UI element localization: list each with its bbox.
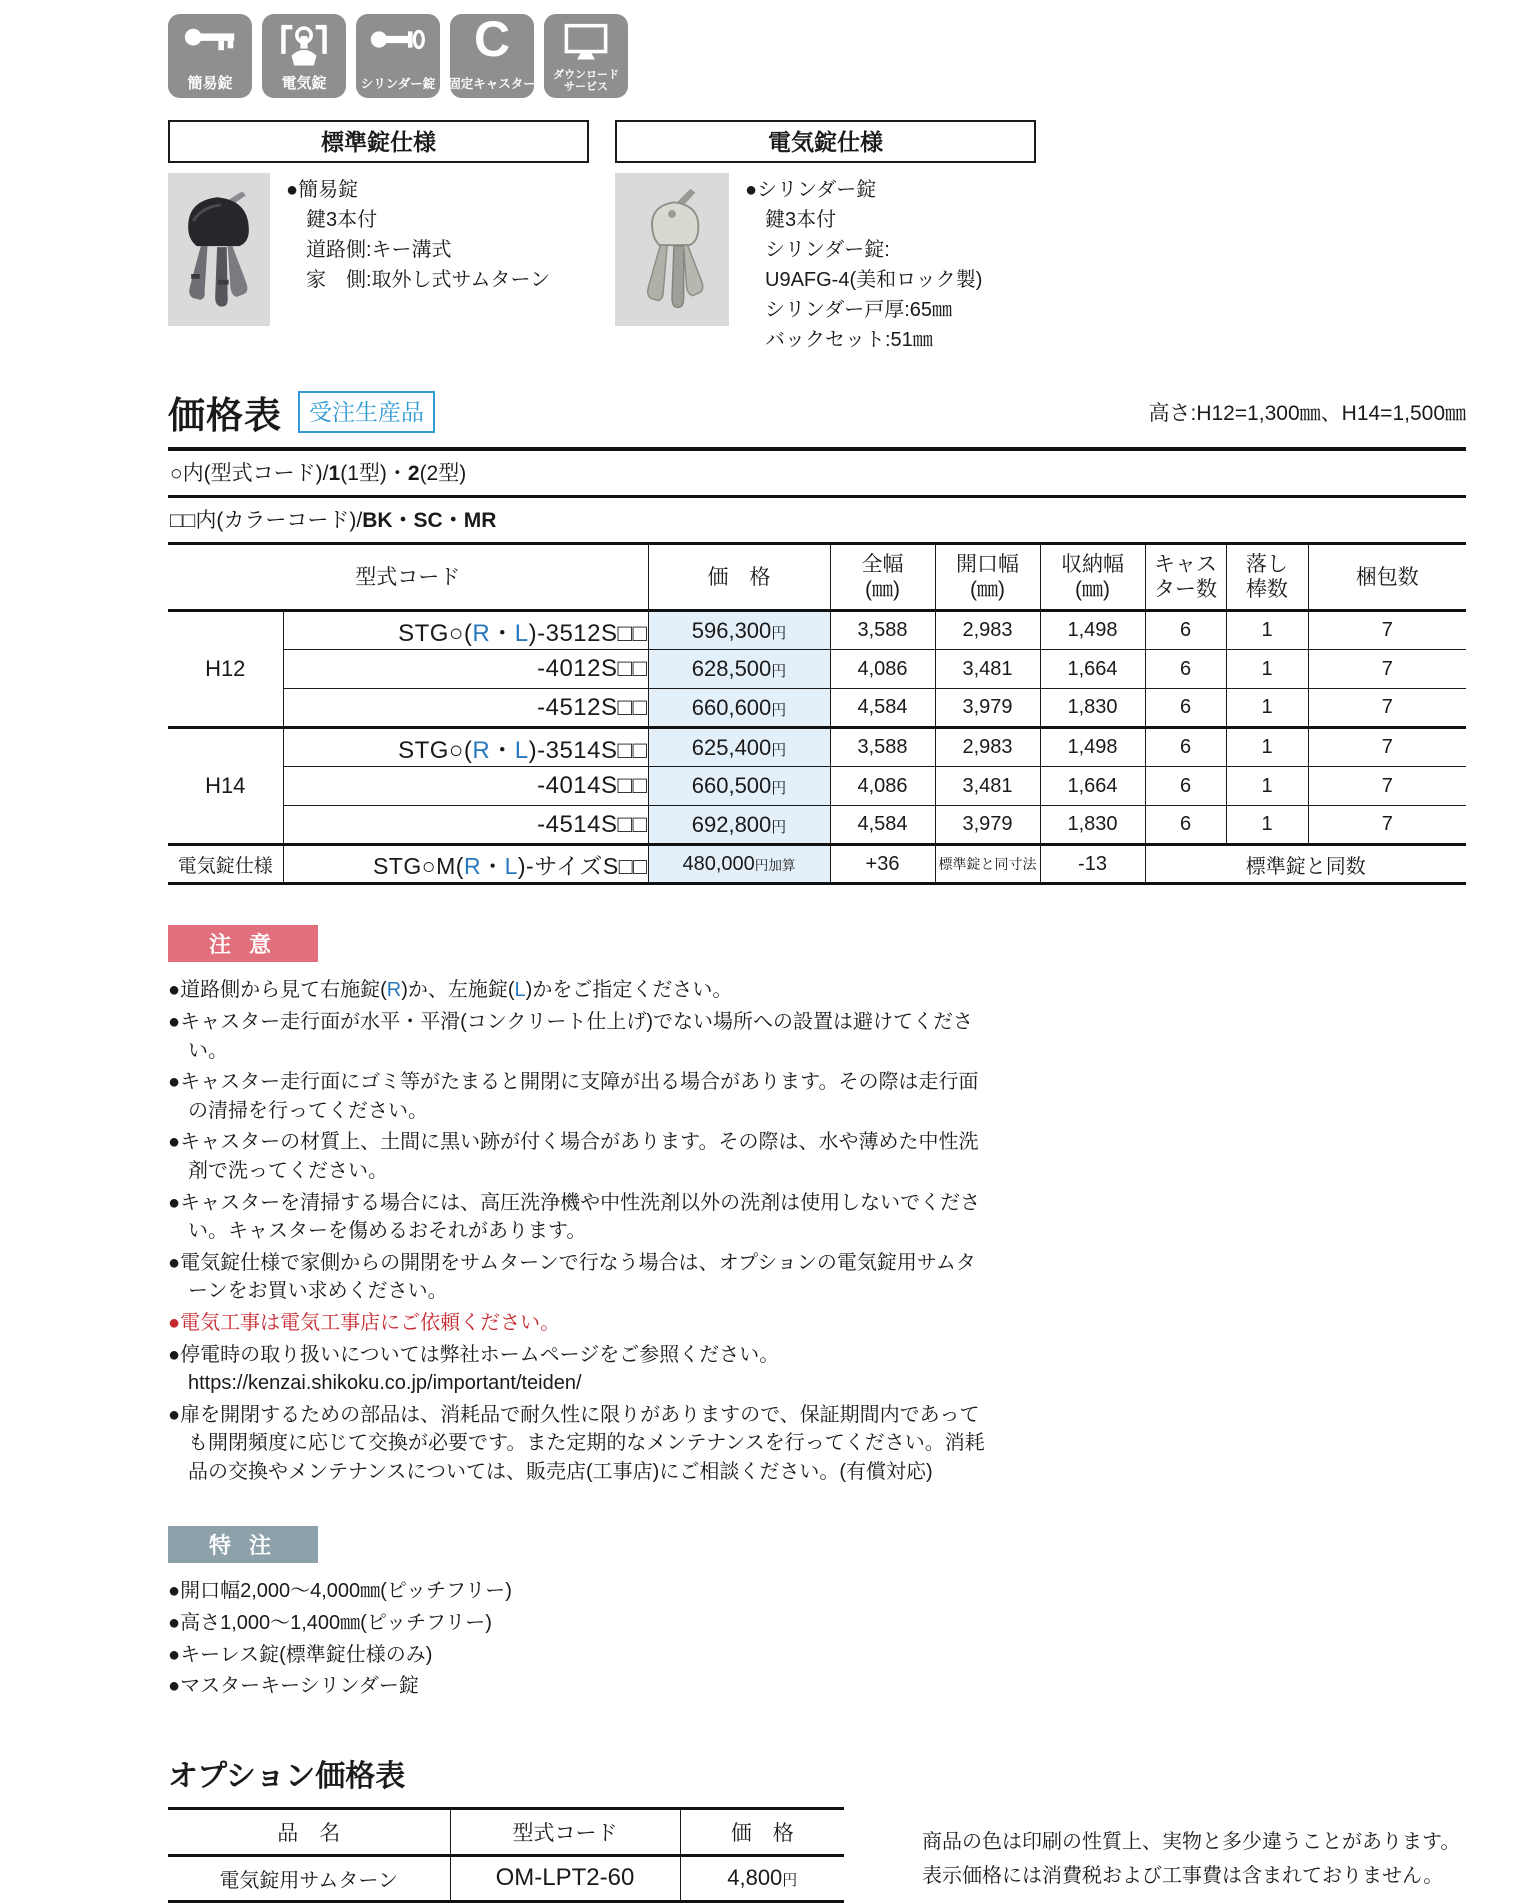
tile-download-service (544, 14, 628, 98)
price-table-title: 価格表 (168, 395, 282, 436)
made-to-order-badge: 受注生産品 (298, 391, 435, 433)
spec-details (286, 205, 550, 295)
dimension-cell: 1,664 (1040, 767, 1145, 806)
footnotes (922, 1825, 1460, 1903)
notice-list (168, 976, 988, 1486)
notice-item: ●キャスター走行面にゴミ等がたまると開閉に支障が出る場合があります。その際は走行面の清掃を行ってください。 (168, 1071, 979, 1122)
price-table-col-header: 価 格 (648, 544, 830, 611)
notice-item: ●停電時の取り扱いについては弊社ホームページをご参照ください。 https://kenzai.shikoku.co.jp/important/teiden/ (168, 1343, 780, 1395)
model-code-cell: STG○M(R・L)-サイズS□□ (283, 845, 648, 884)
model-code-cell: STG○(R・L)-3512S□□ (283, 611, 648, 650)
cylinder-lock-keys-image (615, 173, 729, 326)
dimension-cell: 1,830 (1040, 806, 1145, 845)
option-item-price: 4,800円 (680, 1855, 844, 1901)
standard-lock-keys-image (168, 173, 270, 326)
dimension-cell: 7 (1308, 767, 1466, 806)
key-icon (183, 23, 237, 60)
spec-detail-line: 家 側:取外し式サムターン (306, 269, 551, 291)
dimension-cell: 3,979 (935, 806, 1040, 845)
price-table-header-row (168, 544, 1466, 611)
model-code-cell: -4012S□□ (283, 650, 648, 689)
spec-detail-line: バックセット:51㎜ (765, 329, 933, 351)
notice-item: ●電気工事は電気工事店にご依頼ください。 (168, 1311, 561, 1334)
notice-item: ●電気錠仕様で家側からの開閉をサムターンで行なう場合は、オプションの電気錠用サムターンをお買い求めください。 (168, 1251, 976, 1303)
dimension-cell: 3,588 (830, 611, 935, 650)
option-price-table-title: オプション価格表 (168, 1759, 406, 1793)
electric-lock-price-row (168, 845, 1466, 884)
tile-fixed-caster (448, 11, 536, 98)
special-order-item: ●高さ1,000〜1,400㎜(ピッチフリー) (168, 1612, 492, 1635)
dimension-cell: 1,664 (1040, 650, 1145, 689)
price-table-col-header: 型式コード (168, 544, 648, 611)
price-table (168, 542, 1466, 885)
option-item-name: 電気錠用サムターン (168, 1855, 450, 1901)
dimension-cell: 7 (1308, 611, 1466, 650)
notice-badge: 注 意 (168, 925, 318, 962)
dimension-cell: 2,983 (935, 728, 1040, 767)
price-cell: 660,600円 (648, 689, 830, 728)
dimension-cell: 6 (1145, 806, 1226, 845)
price-row (168, 611, 1466, 650)
dimension-cell: 1,498 (1040, 728, 1145, 767)
special-order-item: ●キーレス錠(標準錠仕様のみ) (168, 1643, 433, 1666)
price-cell: 660,500円 (648, 767, 830, 806)
dimension-cell: 6 (1145, 650, 1226, 689)
footnote-line: 商品の色は印刷の性質上、実物と多少違うことがあります。 (922, 1830, 1461, 1853)
option-col-name: 品 名 (168, 1808, 450, 1855)
dimension-cell: 6 (1145, 728, 1226, 767)
special-order-item: ●マスターキーシリンダー錠 (168, 1675, 419, 1698)
spec-detail-line: 鍵3本付 (765, 209, 837, 231)
dimension-cell: 4,584 (830, 806, 935, 845)
price-table-col-header: 全幅 (㎜) (830, 544, 935, 611)
tile-simple-lock (168, 14, 252, 98)
download-service-icon (561, 23, 611, 69)
standard-lock-spec-title: 標準錠仕様 (168, 120, 589, 163)
electric-lock-spec-section (615, 120, 1036, 355)
price-cell: 625,400円 (648, 728, 830, 767)
color-code-note: □□内(カラーコード)/BK・SC・MR (170, 509, 497, 532)
tile-cylinder-lock (356, 14, 440, 98)
dimension-cell: 1,830 (1040, 689, 1145, 728)
standard-lock-spec-section (168, 120, 589, 355)
price-cell: 628,500円 (648, 650, 830, 689)
tile-label: シリンダー錠 (360, 77, 436, 91)
dimension-cell: 6 (1145, 689, 1226, 728)
dimension-cell: 1 (1226, 767, 1308, 806)
price-row (168, 728, 1466, 767)
dimension-cell: 1 (1226, 650, 1308, 689)
special-order-badge: 特 注 (168, 1526, 318, 1563)
dimension-cell: 4,086 (830, 650, 935, 689)
dimension-cell: 4,584 (830, 689, 935, 728)
price-table-heading (168, 385, 1466, 439)
price-table-col-header: 収納幅 (㎜) (1040, 544, 1145, 611)
option-price-table (168, 1807, 844, 1903)
bottom-row (168, 1807, 1466, 1903)
dimension-cell: 3,481 (935, 767, 1040, 806)
option-item-code: OM-LPT2-60 (450, 1855, 680, 1901)
dimension-cell: 6 (1145, 767, 1226, 806)
model-code-cell: -4514S□□ (283, 806, 648, 845)
dimension-cell: 標準錠と同寸法 (935, 845, 1040, 884)
price-table-header (168, 544, 1466, 611)
price-cell: 692,800円 (648, 806, 830, 845)
dimension-cell: 1 (1226, 728, 1308, 767)
special-order-list (168, 1577, 988, 1700)
price-row (168, 650, 1466, 689)
spec-detail-line: シリンダー戸厚:65㎜ (765, 299, 953, 321)
notice-item: ●キャスターを清掃する場合には、高圧洗浄機や中性洗剤以外の洗剤は使用しないでください。キャスターを傷めるおそれがあります。 (168, 1191, 981, 1243)
spec-detail-line: シリンダー錠: (765, 239, 890, 261)
notice-item: ●扉を開閉するための部品は、消耗品で耐久性に限りがありますので、保証期間内であっても開閉頻度に応じて交換が必要です。また定期的なメンテナンスを行ってください。消耗品の交換やメンテナンスについては、販売店(工事店)にご相談ください。(有償対応) (168, 1403, 985, 1483)
electric-row-label: 電気錠仕様 (168, 845, 283, 884)
footnote-line: 表示価格には消費税および工事費は含まれておりません。 (922, 1864, 1444, 1887)
special-order-item: ●開口幅2,000〜4,000㎜(ピッチフリー) (168, 1580, 512, 1603)
dimension-cell: 3,979 (935, 689, 1040, 728)
spec-detail-line: U9AFG-4(美和ロック製) (765, 269, 983, 291)
dimension-cell: +36 (830, 845, 935, 884)
dimension-cell: -13 (1040, 845, 1145, 884)
dimension-cell: 3,588 (830, 728, 935, 767)
dimension-cell: 1 (1226, 611, 1308, 650)
price-row (168, 767, 1466, 806)
dimension-cell: 1,498 (1040, 611, 1145, 650)
dimension-cell: 6 (1145, 611, 1226, 650)
model-code-cell: STG○(R・L)-3514S□□ (283, 728, 648, 767)
notice-item: ●キャスター走行面が水平・平滑(コンクリート仕上げ)でない場所への設置は避けてください。 (168, 1010, 973, 1062)
dimension-cell: 7 (1308, 689, 1466, 728)
same-as-standard-cell: 標準錠と同数 (1145, 845, 1466, 884)
dimension-cell: 3,481 (935, 650, 1040, 689)
spec-details (745, 205, 982, 355)
electric-lock-spec-text (745, 173, 982, 355)
dimension-cell: 1 (1226, 689, 1308, 728)
height-group-label: H12 (168, 611, 283, 728)
lock-spec-row (168, 120, 1466, 355)
price-table-body (168, 611, 1466, 884)
tile-label: ダウンロード サービス (553, 68, 619, 94)
price-cell: 596,300円 (648, 611, 830, 650)
tile-label: 固定キャスター (448, 77, 536, 91)
price-row (168, 806, 1466, 845)
electric-lock-spec-title: 電気錠仕様 (615, 120, 1036, 163)
cylinder-key-icon (369, 23, 427, 61)
price-row (168, 689, 1466, 728)
dimension-cell: 7 (1308, 728, 1466, 767)
notice-item: ●キャスターの材質上、土間に黒い跡が付く場合があります。その際は、水や薄めた中性洗剤で洗ってください。 (168, 1131, 979, 1182)
spec-detail-line: 鍵3本付 (306, 209, 378, 231)
fixed-caster-icon: C (473, 11, 511, 67)
model-code-note: ○内(型式コード)/1(1型)・2(2型) (170, 462, 467, 485)
tile-label: 簡易錠 (187, 75, 233, 92)
dimension-cell: 1 (1226, 806, 1308, 845)
option-table-header-row (168, 1808, 844, 1855)
tile-electric-lock (262, 14, 346, 98)
price-table-col-header: キャス ター数 (1145, 544, 1226, 611)
dimension-cell: 4,086 (830, 767, 935, 806)
electric-lock-icon (279, 23, 329, 72)
spec-detail-line: 道路側:キー溝式 (306, 239, 452, 261)
price-table-col-header: 開口幅 (㎜) (935, 544, 1040, 611)
height-note: 高さ:H12=1,300㎜、H14=1,500㎜ (1148, 402, 1466, 425)
price-table-col-header: 落し 棒数 (1226, 544, 1308, 611)
dimension-cell: 7 (1308, 806, 1466, 845)
price-cell: 480,000円加算 (648, 845, 830, 884)
model-code-cell: -4512S□□ (283, 689, 648, 728)
spec-bullet-line: ●シリンダー錠 (745, 179, 877, 201)
dimension-cell: 2,983 (935, 611, 1040, 650)
spec-bullet-line: ●簡易錠 (286, 179, 359, 201)
price-table-col-header: 梱包数 (1308, 544, 1466, 611)
feature-icon-row (168, 11, 1466, 98)
model-code-cell: -4014S□□ (283, 767, 648, 806)
option-col-code: 型式コード (450, 1808, 680, 1855)
option-table-row (168, 1855, 844, 1901)
notice-item: ●道路側から見て右施錠(R)か、左施錠(L)かをご指定ください。 (168, 979, 733, 1002)
height-group-label: H14 (168, 728, 283, 845)
dimension-cell: 7 (1308, 650, 1466, 689)
standard-lock-spec-text (286, 173, 550, 326)
tile-label: 電気錠 (281, 75, 327, 92)
option-col-price: 価 格 (680, 1808, 844, 1855)
